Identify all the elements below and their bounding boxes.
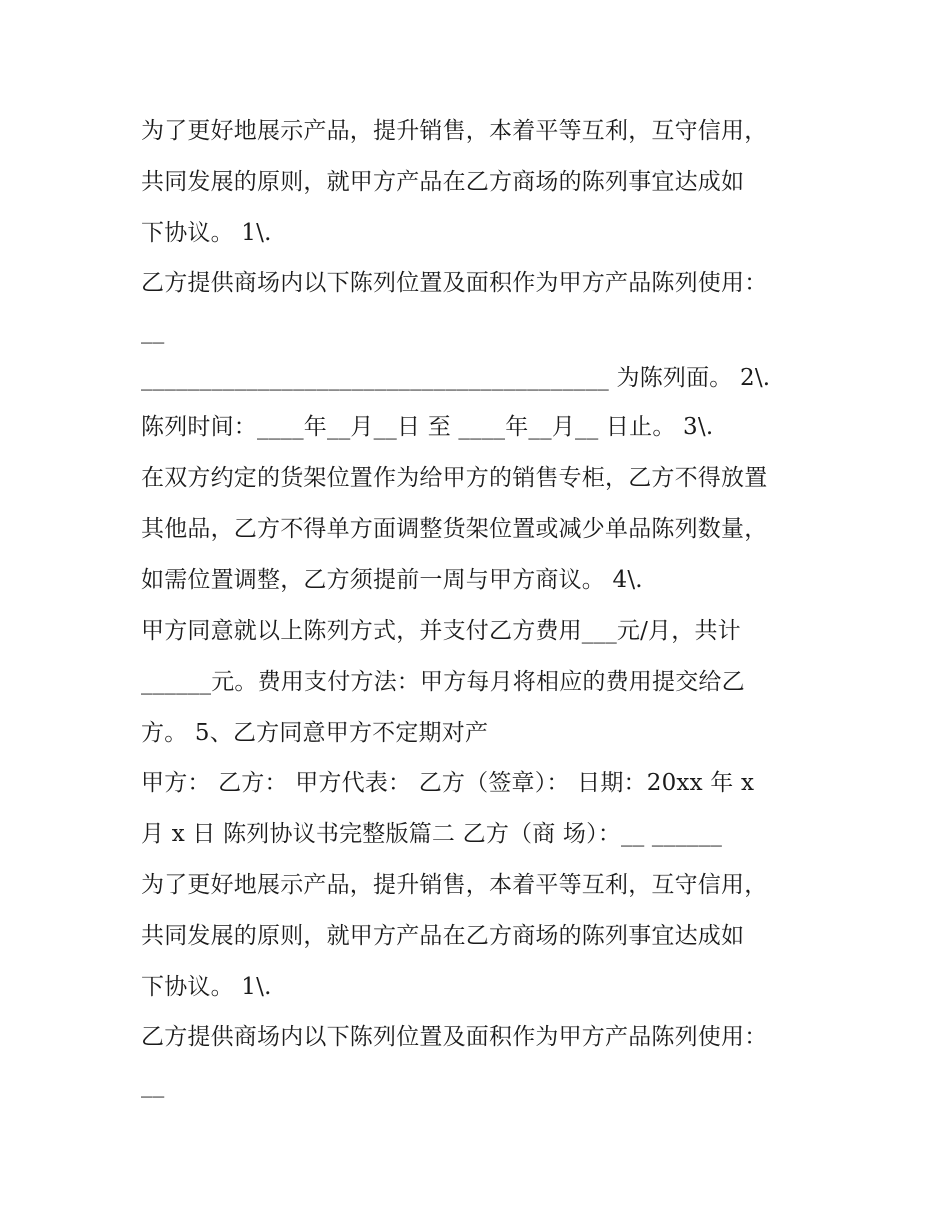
paragraph-line: 乙方提供商场内以下陈列位置及面积作为甲方产品陈列使用： [141,1024,768,1050]
paragraph-line: 其他品，乙方不得单方面调整货架位置或减少单品陈列数量， [141,516,768,542]
paragraph-line: 下协议。 1\. [141,220,272,246]
paragraph-line: ______元。费用支付方法：甲方每月将相应的费用提交给乙 [141,669,745,695]
paragraph-line: 为了更好地展示产品，提升销售，本着平等互利，互守信用， [141,872,768,898]
paragraph-line: 共同发展的原则，就甲方产品在乙方商场的陈列事宜达成如 [141,169,745,195]
paragraph-line: 在双方约定的货架位置作为给甲方的销售专柜，乙方不得放置 [141,465,768,491]
paragraph-line: ________________________________________ 为陈列面。 2\. [141,365,771,391]
paragraph-line: 甲方： 乙方： 甲方代表： 乙方（签章）： 日期：20xx 年 x [141,770,755,796]
blank-line: __ [141,1072,165,1098]
paragraph-line: 乙方提供商场内以下陈列位置及面积作为甲方产品陈列使用： [141,270,768,296]
blank-line: __ [141,318,165,344]
paragraph-line: 方。 5、乙方同意甲方不定期对产 [141,720,489,746]
paragraph-line: 共同发展的原则，就甲方产品在乙方商场的陈列事宜达成如 [141,923,745,949]
paragraph-line: 甲方同意就以上陈列方式，并支付乙方费用___元/月，共计 [141,618,741,644]
paragraph-line: 如需位置调整，乙方须提前一周与甲方商议。 4\. [141,567,643,593]
paragraph-line: 下协议。 1\. [141,974,272,1000]
paragraph-line: 陈列时间：____年__月__日 至 ____年__月__ 日止。 3\. [141,414,714,440]
paragraph-line: 月 x 日 陈列协议书完整版篇二 乙方（商 场）：__ ______ [141,821,723,847]
paragraph-line: 为了更好地展示产品，提升销售，本着平等互利，互守信用， [141,118,768,144]
